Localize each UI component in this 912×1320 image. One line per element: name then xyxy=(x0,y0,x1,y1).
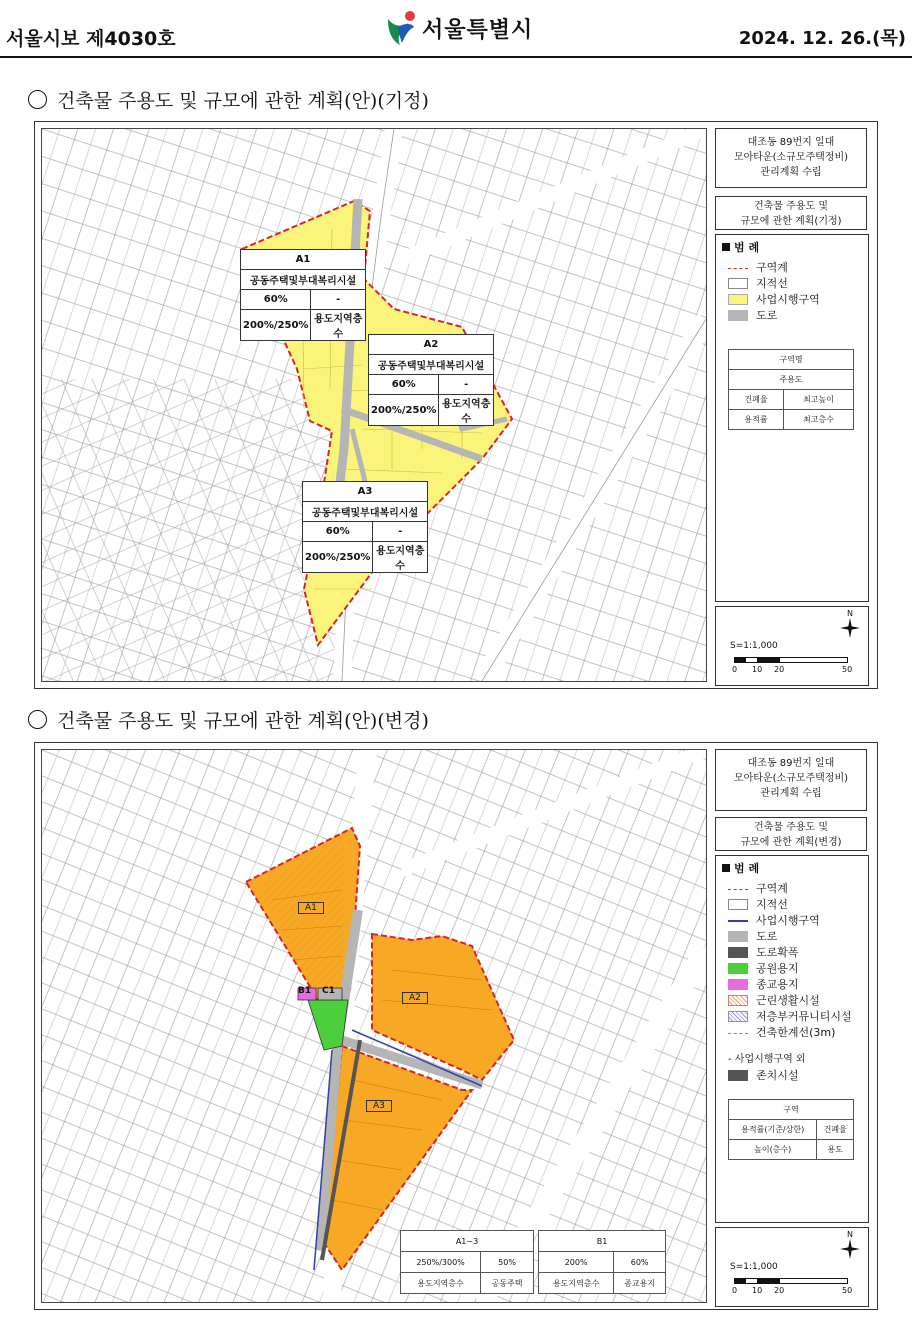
zone-table-a1: A1 공동주택및부대복리시설 60% - 200%/250% 용도지역층수 xyxy=(240,249,366,341)
scale-bar xyxy=(734,1278,848,1284)
site-map-changed xyxy=(41,749,707,1303)
legend-item-parcel: 지적선 xyxy=(728,275,868,291)
legend-item-boundary: 구역계 xyxy=(728,880,868,896)
north-arrow-icon: N xyxy=(840,609,860,641)
project-title-box: 대조동 89번지 일대 모아타운(소규모주택정비) 관리계획 수립 xyxy=(715,749,867,811)
blue-hatch-icon xyxy=(728,1011,748,1022)
yellow-fill-icon xyxy=(728,294,748,305)
white-box-icon xyxy=(728,899,748,910)
plan-name-box: 건축물 주용도 및 규모에 관한 계획(변경) xyxy=(715,817,867,851)
legend-item-project-area: 사업시행구역 xyxy=(728,291,868,307)
legend-item-road-widening: 도로확폭 xyxy=(728,944,868,960)
legend-item-road: 도로 xyxy=(728,307,868,323)
zone-table-a3: A3 공동주택및부대복리시설 60% - 200%/250% 용도지역층수 xyxy=(302,481,428,573)
zone-table-a2: A2 공동주택및부대복리시설 60% - 200%/250% 용도지역층수 xyxy=(368,334,494,426)
section-title-changed: 건축물 주용도 및 규모에 관한 계획(안)(변경) xyxy=(28,706,429,733)
legend-item-parcel: 지적선 xyxy=(728,896,868,912)
scale-box: N S=1:1,000 0 10 20 50 xyxy=(715,606,869,686)
legend-extra-title: - 사업시행구역 외 xyxy=(728,1054,806,1065)
legend-item-community: 저층부커뮤니티시설 xyxy=(728,1008,868,1024)
legend-item-road: 도로 xyxy=(728,928,868,944)
city-name: 서울특별시 xyxy=(422,17,534,43)
site-map-existing xyxy=(41,128,707,682)
scale-bar xyxy=(734,657,848,663)
scale-text: S=1:1,000 xyxy=(730,1262,778,1272)
zone-label-a1: A1 xyxy=(298,902,324,914)
map-drawing xyxy=(42,750,706,1302)
white-box-icon xyxy=(728,278,748,289)
seoul-logo-icon xyxy=(384,9,418,47)
zone-label-b1: B1 xyxy=(298,986,312,996)
gray-fill-icon xyxy=(728,931,748,942)
bullet-circle-icon xyxy=(28,710,47,729)
blue-line-icon xyxy=(728,920,748,922)
legend-item-religious: 종교용지 xyxy=(728,976,868,992)
plan-panel-changed xyxy=(34,742,878,1310)
section-title-existing: 건축물 주용도 및 규모에 관한 계획(안)(기정) xyxy=(28,86,429,113)
red-dash-line-icon xyxy=(728,889,748,890)
city-logo-block xyxy=(384,8,533,48)
scale-box: N S=1:1,000 0 10 20 50 xyxy=(715,1227,869,1307)
legend-key-table: 구역명 주용도 건폐율 최고높이 용적률 최고층수 xyxy=(728,349,854,430)
north-arrow-icon: N xyxy=(840,1230,860,1262)
scale-text: S=1:1,000 xyxy=(730,641,778,651)
legend-column-existing xyxy=(715,128,869,680)
legend-box: 범 례 구역계 지적선 사업시행구역 도로 도로확폭 공원용지 종교용지 근린생활시설 저층부커뮤니티시설 건축한계선(3m) - 사업시행구역 외 존치시설 구역 용적률(기준/상한) 건폐율 높이(층수) 용도 xyxy=(715,855,869,1223)
page-header xyxy=(0,0,912,58)
dark-gray-fill-icon xyxy=(728,1070,748,1081)
publication-number: 서울시보 제4030호 xyxy=(6,28,176,50)
legend-item-park: 공원용지 xyxy=(728,960,868,976)
gray-dash-line-icon xyxy=(728,1033,748,1034)
dark-gray-fill-icon xyxy=(728,947,748,958)
legend-box: 범 례 구역계 지적선 사업시행구역 도로 구역명 주용도 건폐율 최고높이 용적률 최고층수 xyxy=(715,234,869,602)
legend-item-building-line: 건축한계선(3m) xyxy=(728,1024,868,1040)
green-fill-icon xyxy=(728,963,748,974)
orange-hatch-icon xyxy=(728,995,748,1006)
zone-label-a3: A3 xyxy=(366,1100,392,1112)
gray-fill-icon xyxy=(728,310,748,321)
plan-panel-existing xyxy=(34,121,878,689)
legend-item-neighborhood: 근린생활시설 xyxy=(728,992,868,1008)
legend-item-existing-facility: 존치시설 xyxy=(728,1067,868,1083)
legend-item-boundary: 구역계 xyxy=(728,259,868,275)
legend-square-icon xyxy=(722,243,730,251)
red-dash-line-icon xyxy=(728,268,748,269)
legend-item-project-area: 사업시행구역 xyxy=(728,912,868,928)
legend-square-icon xyxy=(722,864,730,872)
bottom-table-b: B1 200% 60% 용도지역층수 종교용지 xyxy=(538,1230,666,1294)
bottom-table-a: A1~3 250%/300% 50% 용도지역층수 공동주택 xyxy=(400,1230,534,1294)
legend-key-table: 구역 용적률(기준/상한) 건폐율 높이(층수) 용도 xyxy=(728,1099,854,1160)
legend-column-changed xyxy=(715,749,869,1301)
magenta-fill-icon xyxy=(728,979,748,990)
zone-label-c1: C1 xyxy=(322,986,335,996)
issue-date: 2024. 12. 26.(목) xyxy=(738,28,906,49)
zone-label-a2: A2 xyxy=(402,992,428,1004)
bullet-circle-icon xyxy=(28,90,47,109)
project-title-box: 대조동 89번지 일대 모아타운(소규모주택정비) 관리계획 수립 xyxy=(715,128,867,188)
plan-name-box: 건축물 주용도 및 규모에 관한 계획(기정) xyxy=(715,196,867,230)
